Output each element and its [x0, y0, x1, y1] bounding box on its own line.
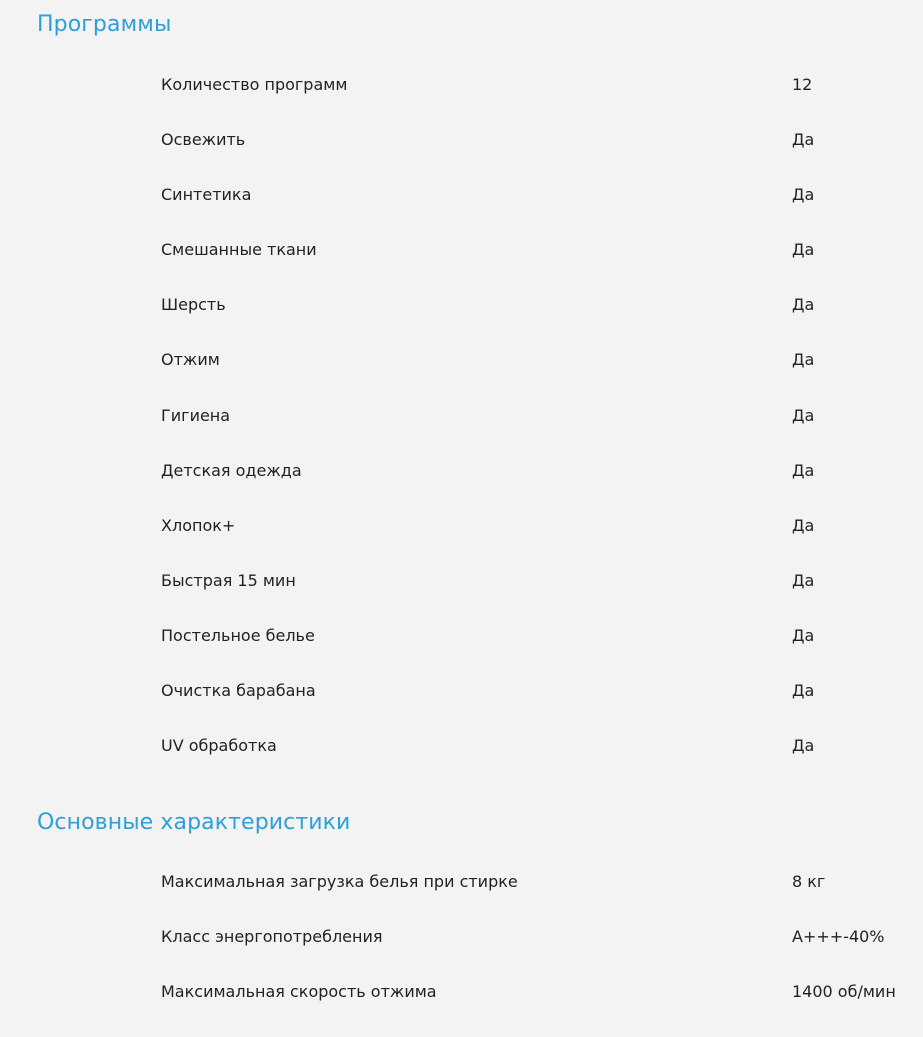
spec-value: Да — [792, 240, 815, 260]
spec-row — [0, 406, 923, 461]
spec-list-main-specs — [0, 872, 923, 1037]
spec-label: Постельное белье — [161, 625, 315, 645]
spec-row — [0, 571, 923, 626]
spec-label: Очистка барабана — [161, 681, 316, 701]
spec-label: Отжим — [161, 350, 220, 370]
spec-row — [0, 626, 923, 681]
section-title-main-specs: Основные характеристики — [37, 810, 351, 835]
spec-label: Максимальная скорость отжима — [161, 982, 437, 1002]
spec-row — [0, 681, 923, 736]
spec-row — [0, 461, 923, 516]
spec-value: Да — [792, 295, 815, 315]
spec-row — [0, 736, 923, 791]
spec-label: Максимальная загрузка белья при стирке — [161, 872, 518, 891]
spec-label: Освежить — [161, 130, 246, 150]
spec-value: Да — [792, 515, 815, 535]
spec-label: Смешанные ткани — [161, 240, 317, 260]
spec-label: Шерсть — [161, 295, 226, 315]
spec-value: A+++-40% — [792, 927, 885, 947]
spec-value: Да — [792, 350, 815, 370]
spec-value: 8 кг — [792, 872, 826, 891]
spec-value: Да — [792, 460, 815, 480]
section-title-programs: Программы — [37, 12, 172, 37]
spec-value: Да — [792, 570, 815, 590]
spec-label: UV обработка — [161, 736, 277, 756]
spec-row — [0, 130, 923, 185]
spec-row — [0, 516, 923, 571]
spec-row — [0, 872, 923, 927]
spec-label: Синтетика — [161, 185, 252, 205]
spec-label: Количество программ — [161, 75, 348, 94]
spec-label: Быстрая 15 мин — [161, 570, 296, 590]
spec-value: Да — [792, 130, 815, 150]
spec-row — [0, 350, 923, 405]
spec-label: Хлопок+ — [161, 515, 236, 535]
spec-value: Да — [792, 681, 815, 701]
spec-value: 1400 об/мин — [792, 982, 896, 1002]
spec-row — [0, 240, 923, 295]
spec-value: Да — [792, 185, 815, 205]
spec-value: Да — [792, 405, 815, 425]
spec-row — [0, 75, 923, 130]
spec-value: Да — [792, 625, 815, 645]
spec-row — [0, 185, 923, 240]
spec-row — [0, 295, 923, 350]
spec-list-programs — [0, 75, 923, 791]
spec-label: Класс энергопотребления — [161, 927, 383, 947]
spec-label: Гигиена — [161, 405, 231, 425]
spec-row — [0, 927, 923, 982]
spec-value: Да — [792, 736, 815, 756]
spec-label: Детская одежда — [161, 460, 302, 480]
spec-value: 12 — [792, 75, 813, 94]
spec-row — [0, 982, 923, 1037]
